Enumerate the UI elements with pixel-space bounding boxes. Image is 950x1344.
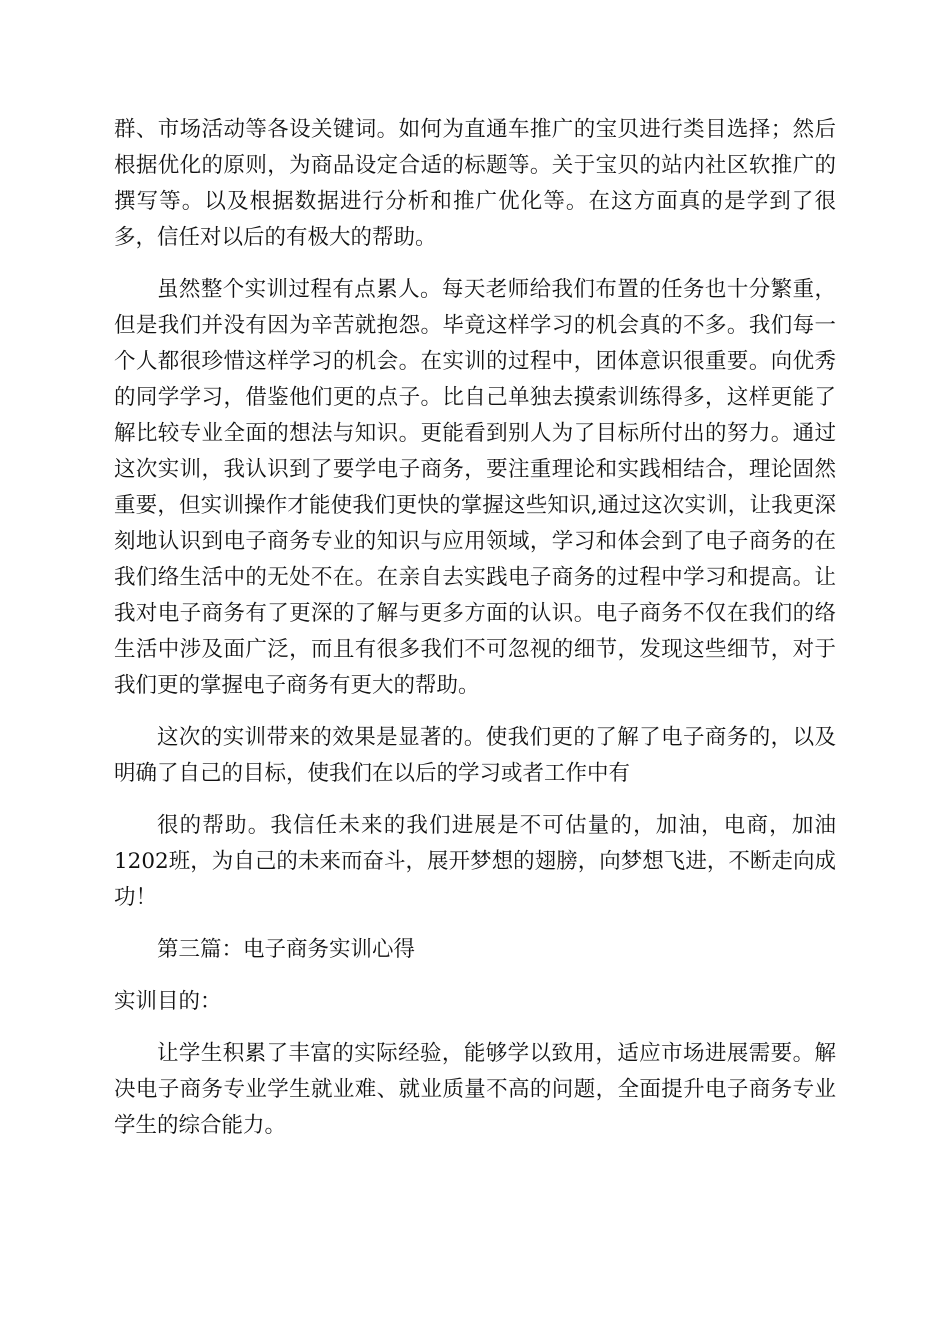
section-title: 第三篇：电子商务实训心得 — [157, 937, 416, 962]
paragraph-continuation: 群、市场活动等各设关键词。如何为直通车推广的宝贝进行类目选择；然后根据优化的原则，为商品设定合适的标题等。关于宝贝的站内社区软推广的撰写等。以及根据数据进行分析和推广优化等。在这方面真的是学到了很多，信任对以后的有极大的帮助。 — [114, 117, 836, 250]
paragraph-training-effect: 这次的实训带来的效果是显著的。使我们更的了解了电子商务的，以及明确了自己的目标，使我们在以后的学习或者工作中有 — [114, 725, 836, 786]
paragraph-closing: 很的帮助。我信任未来的我们进展是不可估量的，加油，电商，加油1202班，为自己的未来而奋斗，展开梦想的翅膀，向梦想飞进，不断走向成功！ — [114, 813, 836, 910]
subheading-training-purpose: 实训目的： — [114, 989, 222, 1014]
paragraph-training-purpose: 让学生积累了丰富的实际经验，能够学以致用，适应市场进展需要。解决电子商务专业学生就业难、就业质量不高的问题，全面提升电子商务专业学生的综合能力。 — [114, 1041, 836, 1138]
document-body — [114, 112, 836, 1160]
paragraph-training-experience: 虽然整个实训过程有点累人。每天老师给我们布置的任务也十分繁重，但是我们并没有因为辛苦就抱怨。毕竟这样学习的机会真的不多。我们每一个人都很珍惜这样学习的机会。在实训的过程中，团体意识很重要。向优秀的同学学习，借鉴他们更的点子。比自己单独去摸索训练得多，这样更能了解比较专业全面的想法与知识。更能看到别人为了目标所付出的努力。通过这次实训，我认识到了要学电子商务，要注重理论和实践相结合，理论固然重要，但实训操作才能使我们更快的掌握这些知识,通过这次实训，让我更深刻地认识到电子商务专业的知识与应用领域，学习和体会到了电子商务的在我们络生活中的无处不在。在亲自去实践电子商务的过程中学习和提高。让我对电子商务有了更深的了解与更多方面的认识。电子商务不仅在我们的络生活中涉及面广泛，而且有很多我们不可忽视的细节，发现这些细节，对于我们更的掌握电子商务有更大的帮助。 — [114, 277, 836, 698]
